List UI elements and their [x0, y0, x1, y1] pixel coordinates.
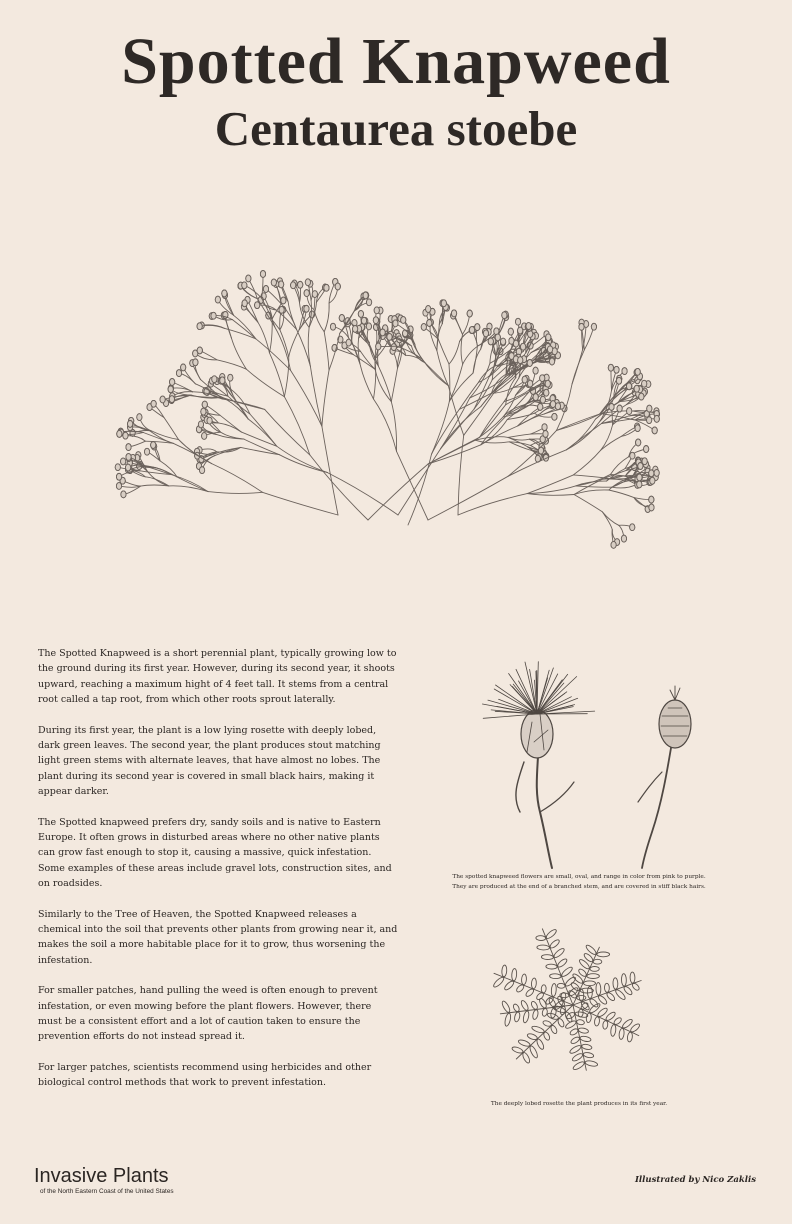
knapweed-rosette-illustration [462, 905, 684, 1095]
knapweed-plant-illustration [98, 185, 708, 605]
caption-line: The spotted knapweed flowers are small, oval, and range in color from pink to purple. [452, 874, 706, 880]
page-title: Spotted Knapweed [121, 25, 671, 98]
scientific-name: Centaurea stoebe [214, 101, 578, 156]
logo-subtitle: of the North Eastern Coast of the United States [40, 1188, 174, 1195]
paragraph: Similarly to the Tree of Heaven, the Spotted Knapweed releases a chemical into the soil that prevents other plants from growing near it, and makes the soil a more habitable place for it to grow, thus worsening the infestation. [38, 908, 398, 966]
body-text [38, 646, 398, 1106]
illustrator-credit: Illustrated by Nico Zaklis [634, 1175, 756, 1185]
rosette-caption: The deeply lobed rosette the plant produces in its first year. [490, 1101, 668, 1107]
paragraph: During its first year, the plant is a low lying rosette with deeply lobed, dark green leaves. The second year, the plant produces stout matching light green stems with alternate leaves, that have almost no lobes. The plant during its second year is covered in small black hairs, making it appear darker. [38, 724, 381, 797]
paragraph: For smaller patches, hand pulling the weed is often enough to prevent infestation, or even mowing before the plant flowers. However, there must be a consistent effort and a lot of caution taken to ensure the prevention efforts do not instead spread it. [38, 985, 378, 1043]
paragraph: For larger patches, scientists recommend using herbicides and other biological control methods that work to prevent infestation. [38, 1062, 372, 1089]
knapweed-flower-illustration [462, 652, 712, 870]
logo-title: Invasive Plants [34, 1165, 169, 1187]
paragraph: The Spotted knapweed prefers dry, sandy soils and is native to Eastern Europe. It often grows in disturbed areas where no other native plants can grow fast enough to stop it, causing a massive, quick infestation. Some examples of these areas include gravel lots, construction sites, and on roadsides. [38, 816, 392, 889]
flower-caption [420, 872, 738, 892]
series-logo [34, 1166, 174, 1195]
caption-line: They are produced at the end of a branched stem, and are covered in stiff black hairs. [452, 884, 706, 890]
paragraph: The Spotted Knapweed is a short perennial plant, typically growing low to the ground during its first year. However, during its second year, it shoots upward, reaching a maximum hight of 4 feet tall. It stems from a central root called a tap root, from which other roots sprout laterally. [38, 648, 397, 705]
